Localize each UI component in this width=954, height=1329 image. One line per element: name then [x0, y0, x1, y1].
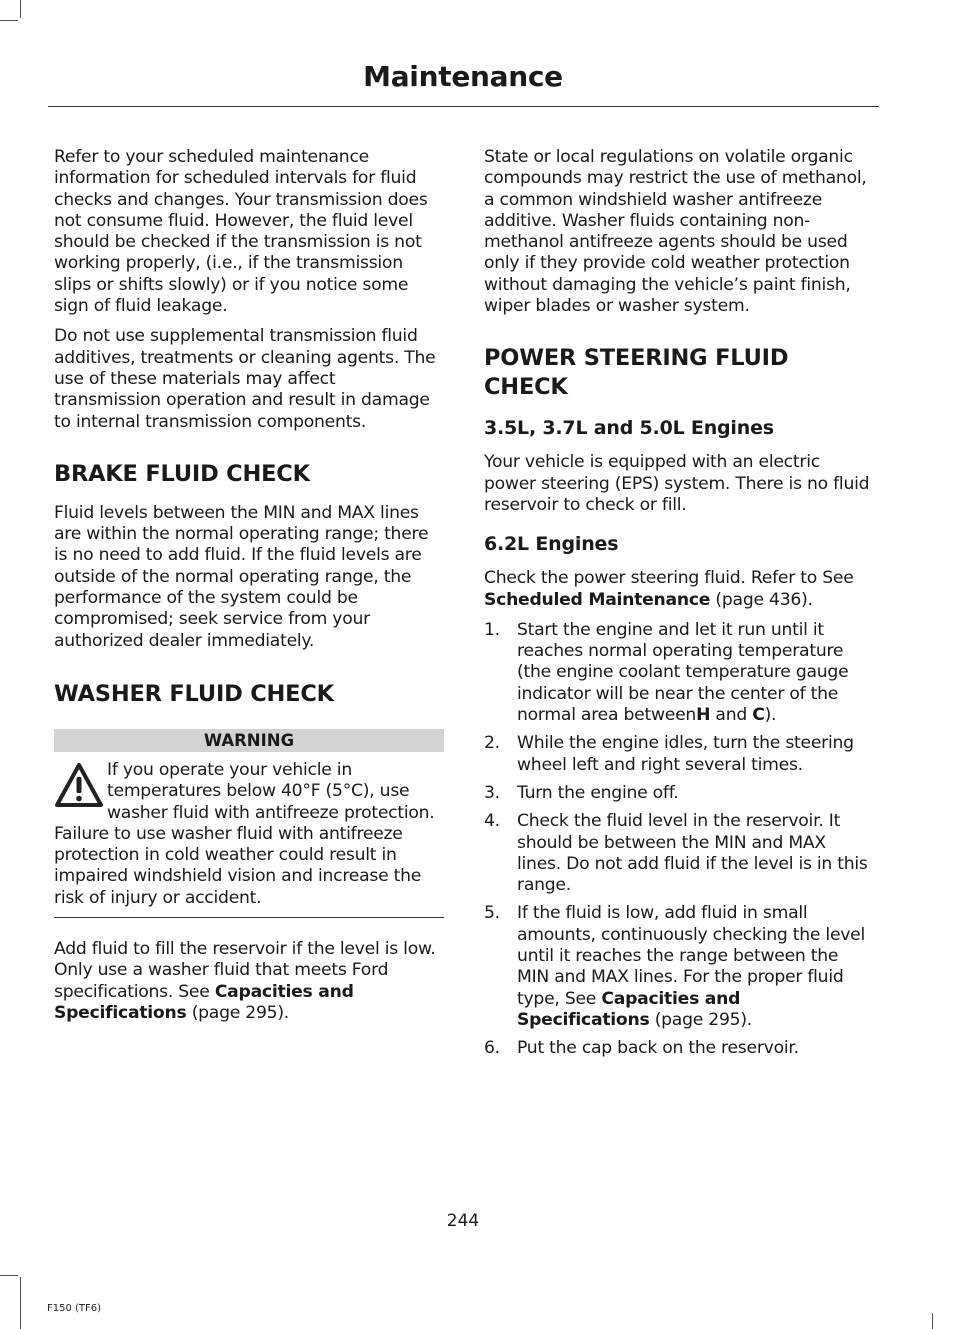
power-steering-heading: POWER STEERING FLUID CHECK	[484, 345, 789, 401]
step-bold: C	[752, 705, 765, 726]
step-text: Check the fluid level in the reservoir. It should be between the MIN and MAX lines. Do not add fluid if the level is in this range.	[517, 811, 868, 896]
step-text: While the engine idles, turn the steering wheel left and right several times.	[517, 733, 854, 775]
right-column	[484, 147, 874, 1067]
add-fluid-paragraph	[54, 939, 444, 1024]
step-text: Turn the engine off.	[517, 782, 679, 803]
engines-subheading-1: 3.5L, 3.7L and 5.0L Engines	[484, 417, 774, 440]
step-number: 3.	[484, 782, 500, 803]
step-text: If the fluid is low, add fluid in small amounts, continuously checking the level until it reaches the range between the MIN and MAX lines. For the proper fluid type, See	[517, 903, 866, 1009]
page-number: 244	[446, 1211, 480, 1231]
eps-paragraph: Your vehicle is equipped with an electric power steering (EPS) system. There is no fluid reservoir to check or fill.	[484, 452, 870, 515]
list-item	[484, 903, 874, 1031]
scheduled-maintenance-link[interactable]: Scheduled Maintenance	[484, 589, 711, 610]
step-bold: H	[696, 705, 711, 726]
warning-body	[54, 760, 444, 909]
step-number: 4.	[484, 811, 500, 832]
list-item	[484, 1038, 874, 1059]
step-number: 1.	[484, 619, 500, 640]
transmission-paragraph: Refer to your scheduled maintenance information for scheduled intervals for fluid checks and changes. Your transmission does not consume fluid. However, the fluid level should be checked if the transmission is not working properly, (i.e., if the transmission slips or shifts slowly) or if you notice some sign of fluid leakage.	[54, 147, 428, 317]
brake-fluid-heading: BRAKE FLUID CHECK	[54, 460, 310, 487]
washer-fluid-heading: WASHER FLUID CHECK	[54, 680, 334, 707]
page-reference: (page 295).	[654, 1009, 753, 1030]
step-text: Put the cap back on the reservoir.	[517, 1038, 799, 1059]
steps-list	[484, 620, 874, 1060]
add-fluid-text: Add fluid to fill the reservoir if the level is low. Only use a washer fluid that meets Ford specifications. See	[54, 939, 436, 1002]
check-fluid-text: Check the power steering fluid. Refer to See	[484, 568, 854, 589]
warning-box	[54, 729, 444, 918]
page-title: Maintenance	[363, 60, 563, 93]
step-text: and	[710, 705, 753, 726]
list-item	[484, 733, 874, 776]
list-item	[484, 783, 874, 804]
list-item	[484, 811, 874, 896]
left-column	[54, 147, 444, 1033]
crop-mark	[20, 0, 21, 18]
capacities-link[interactable]: Capacities and Specifications	[54, 981, 354, 1023]
step-number: 6.	[484, 1038, 500, 1059]
crop-mark	[0, 1275, 18, 1276]
regulations-paragraph: State or local regulations on volatile organic compounds may restrict the use of methanol, a common windshield washer antifreeze additive. Washer fluids containing non-methanol antifreeze agents should be used only if they provide cold weather protection without damaging the vehicle’s paint finish, wiper blades or washer system.	[484, 147, 867, 317]
warning-triangle-icon	[54, 762, 104, 808]
warning-label: WARNING	[54, 729, 444, 752]
crop-mark	[0, 20, 18, 21]
page-reference: (page 295).	[191, 1002, 290, 1023]
check-fluid-paragraph	[484, 568, 874, 611]
title-divider	[48, 106, 879, 107]
list-item	[484, 620, 874, 726]
step-text: Start the engine and let it run until it reaches normal operating temperature (the engine coolant temperature gauge indicator will be near the center of the normal area between	[517, 619, 849, 726]
warning-text: If you operate your vehicle in temperatures below 40°F (5°C), use washer fluid with antifreeze protection. Failure to use washer fluid with antifreeze protection in cold weather could result in impaired windshield vision and increase the risk of injury or accident.	[54, 759, 435, 908]
step-number: 5.	[484, 903, 500, 924]
warning-divider	[54, 917, 444, 918]
step-number: 2.	[484, 733, 500, 754]
model-code: F150 (TF6)	[47, 1303, 102, 1314]
capacities-link[interactable]: Capacities and Specifications	[517, 988, 741, 1030]
crop-mark	[932, 1313, 933, 1329]
step-text: ).	[764, 705, 777, 726]
additives-paragraph: Do not use supplemental transmission fluid additives, treatments or cleaning agents. The use of these materials may affect transmission operation and result in damage to internal transmission components.	[54, 326, 436, 432]
crop-mark	[20, 1277, 21, 1329]
page-reference: (page 436).	[715, 589, 813, 610]
brake-fluid-text: Fluid levels between the MIN and MAX lines are within the normal operating range; there is no need to add fluid. If the fluid levels are outside of the normal operating range, the performance of the system could be compromised; seek service from your authorized dealer immediately.	[54, 502, 429, 651]
engines-subheading-2: 6.2L Engines	[484, 533, 619, 556]
